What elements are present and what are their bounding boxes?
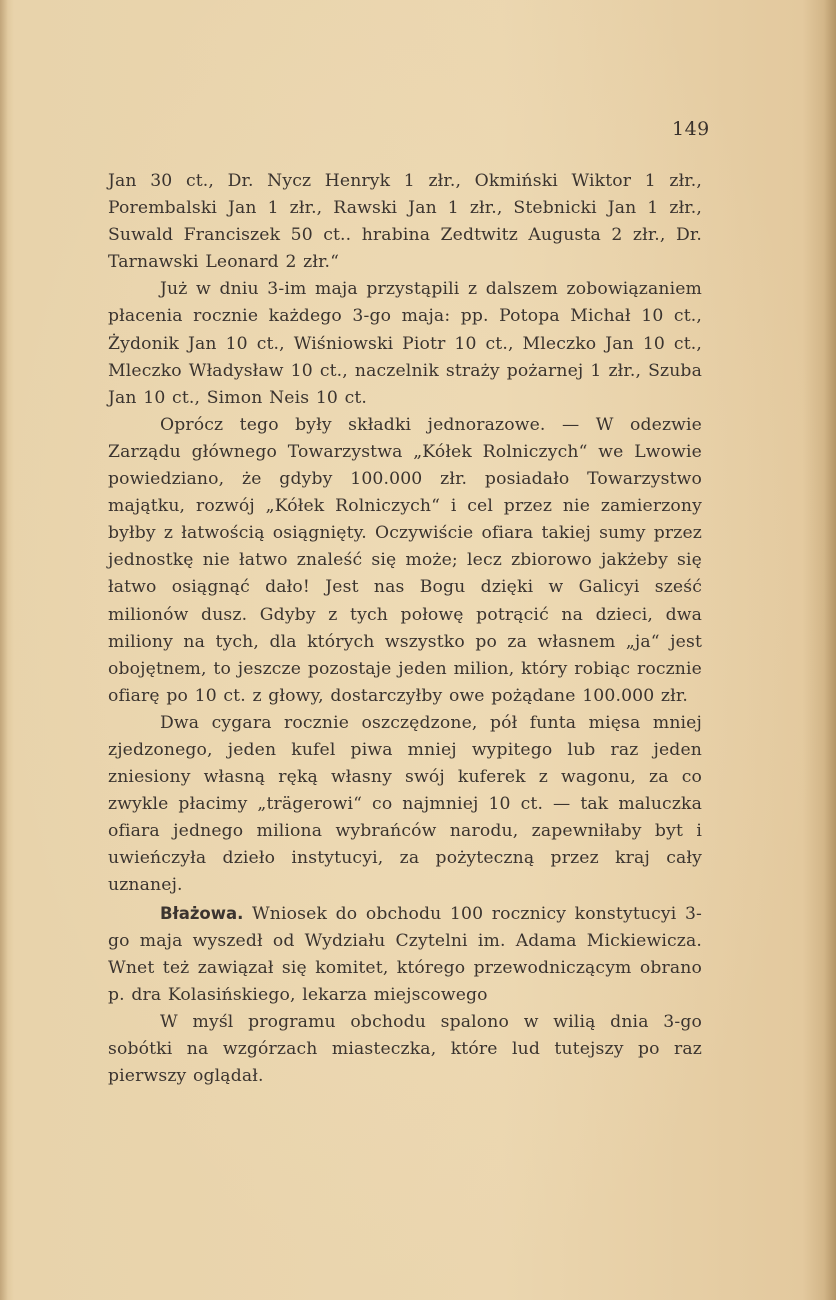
page-right-edge-shadow: [824, 0, 836, 1300]
body-text: [108, 168, 702, 1090]
paragraph-annual-pledges: Już w dniu 3-im maja przystąpili z dalszem zobowiązaniem płacenia rocznie każdego 3-go maja: pp. Potopa Michał 10 ct., Żydonik Jan 10 ct., Wiśniowski Piotr 10 ct., Mleczko Jan 10 ct., Mleczko Władysław 10 ct., naczelnik straży pożarnej 1 złr., Szuba Jan 10 ct., Simon Neis 10 ct.: [108, 279, 702, 408]
section-heading-blazowa: Błażowa.: [160, 903, 244, 923]
page-number: 149: [672, 118, 710, 140]
page-left-edge-shadow: [0, 0, 8, 1300]
paragraph-bonfire-program: W myśl programu obchodu spalono w wilią dnia 3-go sobótki na wzgórzach miasteczka, które lud tutejszy po raz pierwszy oglądał.: [108, 1011, 702, 1087]
paragraph-blazowa-text: Wniosek do obchodu 100 rocznicy konstytucyi 3-go maja wyszedł od Wydziału Czytelni im. Adama Mickiewicza. Wnet też zawiązał się komitet, którego przewodniczącym obrano p. dra Kolasińskiego, lekarza miejscowego: [108, 903, 702, 1005]
paragraph-donor-list-continued: Jan 30 ct., Dr. Nycz Henryk 1 złr., Okmiński Wiktor 1 złr., Porembalski Jan 1 złr., Rawski Jan 1 złr., Stebnicki Jan 1 złr., Suwald Franciszek 50 ct.. hrabina Zedtwitz Augusta 2 złr., Dr. Tarnawski Leonard 2 złr.“: [108, 171, 702, 273]
paragraph-one-time-contributions: Oprócz tego były składki jednorazowe. — W odezwie Zarządu głównego Towarzystwa „Kółek Rolniczych“ we Lwowie powiedziano, że gdyby 100.000 złr. posiadało Towarzystwo majątku, rozwój „Kółek Rolniczych“ i cel przez nie zamierzony byłby z łatwością osiągnięty. Oczywiście ofiara takiej sumy przez jednostkę nie łatwo znaleść się może; lecz zbiorowo jakżeby się łatwo osiągnąć dało! Jest nas Bogu dzięki w Galicyi sześć milionów dusz. Gdyby z tych połowę potrącić na dzieci, dwa miliony na tych, dla których wszystko po za własnem „ja“ jest obojętnem, to jeszcze pozostaje jeden milion, który robiąc rocznie ofiarę po 10 ct. z głowy, dostarczyłby owe pożądane 100.000 złr.: [108, 414, 702, 706]
paragraph-small-sacrifices: Dwa cygara rocznie oszczędzone, pół funta mięsa mniej zjedzonego, jeden kufel piwa mniej wypitego lub raz jeden zniesiony własną ręką własny swój kuferek z wagonu, za co zwykle płacimy „trägerowi“ co najmniej 10 ct. — tak maluczka ofiara jednego miliona wybrańców narodu, zapewniłaby byt i uwieńczyła dzieło instytucyi, za pożyteczną przez kraj cały uznanej.: [108, 712, 702, 896]
paragraph-blazowa-report: [108, 900, 702, 1009]
